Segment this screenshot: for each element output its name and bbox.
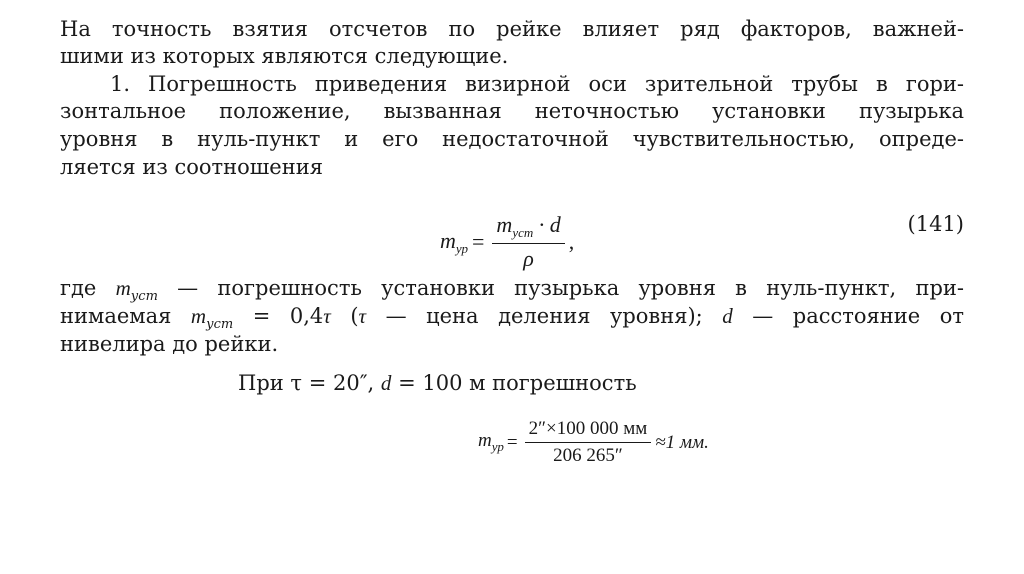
paragraph-3-line-1: где $m_{уст}$ — погрешность установки пузырька уровня в нуль-пункт, при- [60, 276, 964, 304]
paragraph-2-line-3: уровня в нуль-пункт и его недостаточной чувствительностью, опреде- [60, 127, 964, 151]
paragraph-2-line-1: 1. Погрешность приведения визирной оси зрительной трубы в гори- [110, 72, 964, 96]
formula-numeric-numerator: 2″×100 000 мм [525, 418, 652, 443]
formula-141 [440, 212, 574, 272]
formula-numeric-denominator: 206 265″ [553, 445, 623, 466]
formula-141-numerator: $m_{уст} \cdot d$ [492, 212, 564, 244]
paragraph-1-line-1: На точность взятия отсчетов по рейке влияет ряд факторов, важней- [60, 17, 964, 41]
equation-number: (141) [907, 212, 964, 236]
formula-numeric-equals: = [506, 431, 518, 453]
formula-141-fraction [492, 212, 564, 272]
formula-141-lhs: $m_{ур}$ [440, 227, 468, 256]
formula-numeric-lhs: $m_{ур}$ [478, 430, 504, 454]
paragraph-4: При τ = 20″, d = 100 м погрешность [238, 371, 637, 395]
paragraph-3-line-3: нивелира до рейки. [60, 332, 279, 356]
paragraph-2-line-4: ляется из соотношения [60, 155, 323, 179]
paragraph-2-line-2: зонтальное положение, вызванная неточностью установки пузырька [60, 99, 964, 123]
formula-141-equals: = [472, 229, 485, 254]
formula-numeric-result: ≈1 мм. [655, 431, 709, 453]
formula-numeric [478, 418, 709, 467]
formula-141-denominator: ρ [523, 246, 534, 271]
paragraph-3-line-2: нимаемая $m_{уст} = 0,4\tau$ (τ — цена деления уровня); d — расстояние от [60, 304, 965, 332]
formula-numeric-fraction [525, 418, 652, 467]
paragraph-1-line-2: шими из которых являются следующие. [60, 44, 509, 68]
formula-141-comma: , [568, 229, 575, 254]
